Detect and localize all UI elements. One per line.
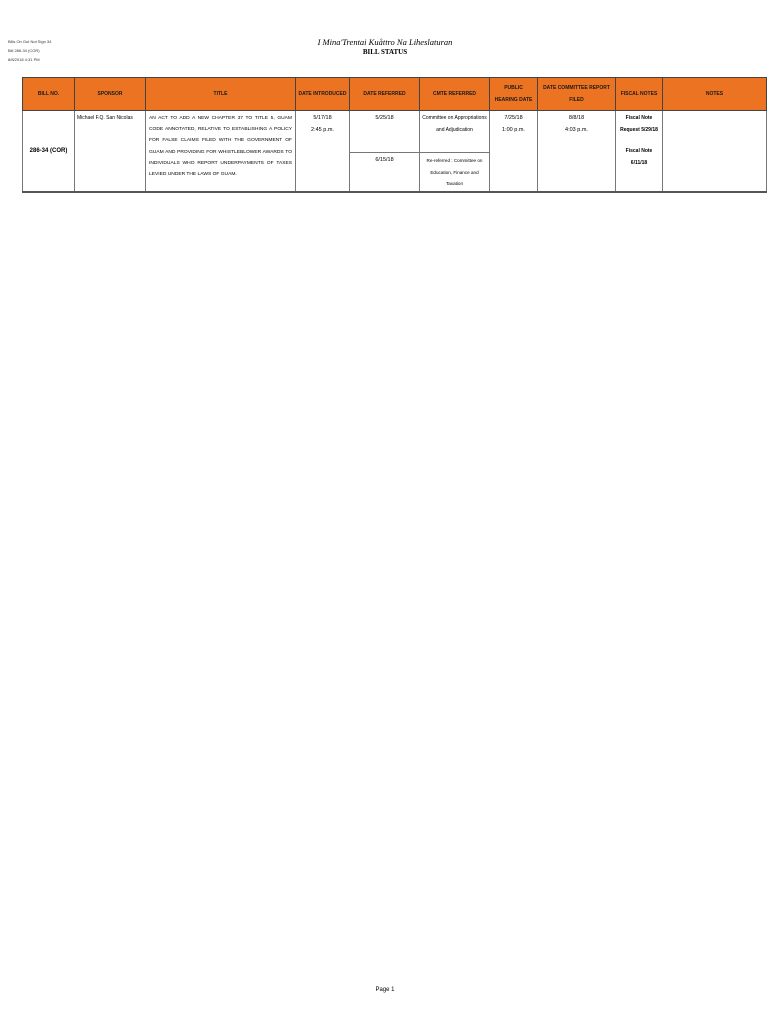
fiscal-note-request: Fiscal Note Request 5/29/18 <box>620 115 658 133</box>
meta-line-1: Bills On Gut Not Sign 34 <box>8 39 52 44</box>
legislature-title: I Mina'Trentai Kuåttro Na Liheslaturan <box>317 37 453 47</box>
header-bill-no: BILL NO. <box>23 78 75 111</box>
notes-cell <box>663 111 767 192</box>
date-referred-cell <box>350 111 420 192</box>
header-public-hearing: PUBLIC HEARING DATE <box>490 78 538 111</box>
page-number: Page 1 <box>375 987 395 993</box>
cmte-referred-cell <box>420 111 490 192</box>
header-fiscal-notes: FISCAL NOTES <box>616 78 663 111</box>
header-sponsor: SPONSOR <box>75 78 146 111</box>
report-date: 8/8/18 <box>568 115 585 121</box>
header-date-introduced: DATE INTRODUCED <box>296 78 350 111</box>
header-committee-report: DATE COMMITTEE REPORT FILED <box>538 78 616 111</box>
time-introduced: 2:45 p.m. <box>311 126 334 133</box>
date-introduced: 5/17/18 <box>313 115 332 121</box>
date-introduced-cell <box>296 111 350 192</box>
cmte-referred-2: Re-referred : Committee on Education, Finance and Taxation <box>420 152 489 190</box>
bill-title-cell: AN ACT TO ADD A NEW CHAPTER 37 TO TITLE 5, GUAM CODE ANNOTATED, RELATIVE TO ESTABLISHING A POLICY FOR FALSE CLAIMS FILED WITH THE GOVERNMENT OF GUAM AND PROVIDING FOR WHISTLEBLOWER AWARDS TO INDIVIDUALS WHO REPORT UNDERPAYMENTS OF TAXES LEVIED UNDER THE LAWS OF GUAM. <box>146 111 296 192</box>
cmte-referred-1: Committee on Appropriations and Adjudication <box>422 115 487 133</box>
header-title: TITLE <box>146 78 296 111</box>
header-notes: NOTES <box>663 78 767 111</box>
fiscal-note: Fiscal Note 6/11/18 <box>625 148 653 166</box>
meta-line-2: Bill 286-34 (COR) <box>8 48 40 53</box>
sponsor-cell: Michael F.Q. San Nicolas <box>75 111 146 192</box>
document-header <box>0 37 770 57</box>
bill-number: 286-34 (COR) <box>23 111 75 192</box>
table-row <box>23 111 767 192</box>
hearing-date: 7/25/18 <box>504 115 523 121</box>
fiscal-notes-cell <box>616 111 663 192</box>
bill-status-table <box>22 77 767 193</box>
table-header-row <box>23 78 767 111</box>
header-cmte-referred: CMTE REFERRED <box>420 78 490 111</box>
date-referred-2: 6/15/18 <box>350 152 419 167</box>
public-hearing-cell <box>490 111 538 192</box>
bill-status-heading: BILL STATUS <box>362 48 408 56</box>
date-referred-1: 5/25/18 <box>375 115 394 121</box>
committee-report-cell <box>538 111 616 192</box>
meta-line-3: 8/8/2018 4:31 PM <box>8 57 40 62</box>
hearing-time: 1:00 p.m. <box>502 126 525 133</box>
report-time: 4:03 p.m. <box>565 126 588 133</box>
header-date-referred: DATE REFERRED <box>350 78 420 111</box>
